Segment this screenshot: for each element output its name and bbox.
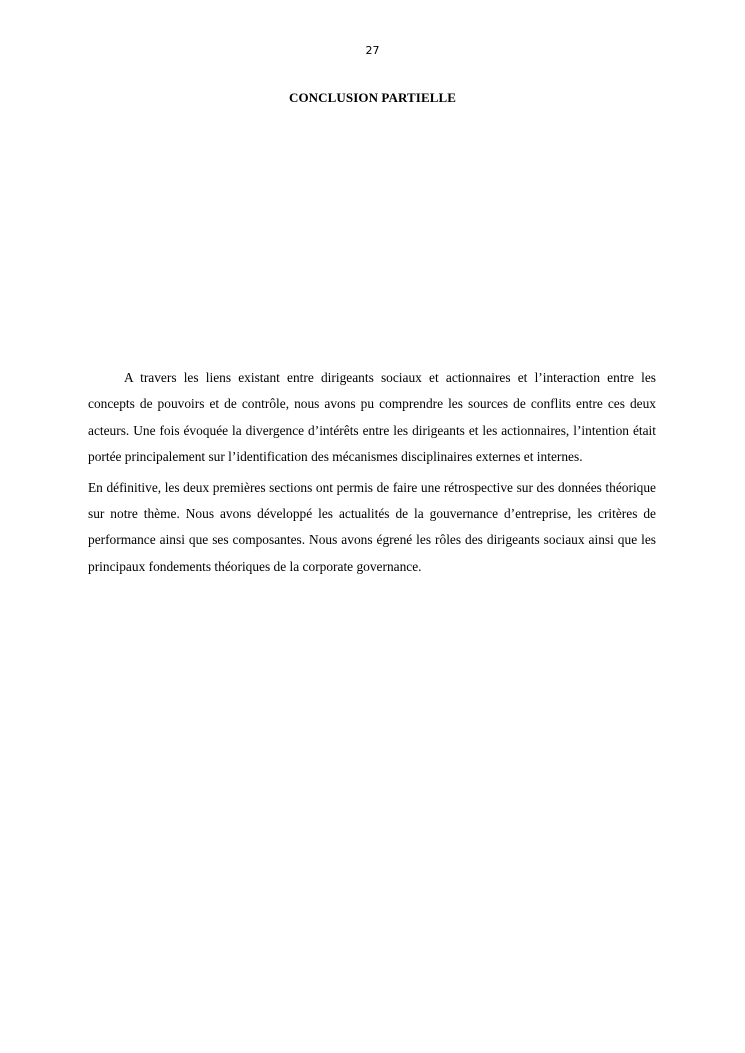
body-text [88,365,656,580]
section-title: CONCLUSION PARTIELLE [288,90,457,105]
paragraph: En définitive, les deux premières sections ont permis de faire une rétrospective sur des données théorique sur notre thème. Nous avons développé les actualités de la gouvernance d’entreprise, les critères de performance ainsi que ses composantes. Nous avons égrené les rôles des dirigeants sociaux ainsi que les principaux fondements théoriques de la corporate governance. [88,479,656,574]
paragraph: A travers les liens existant entre dirigeants sociaux et actionnaires et l’interaction entre les concepts de pouvoirs et de contrôle, nous avons pu comprendre les sources de conflits entre ces deux acteurs. Une fois évoquée la divergence d’intérêts entre les dirigeants et les actionnaires, l’intention était portée principalement sur l’identification des mécanismes disciplinaires externes et internes. [88,370,656,465]
page-number: 27 [365,44,380,57]
